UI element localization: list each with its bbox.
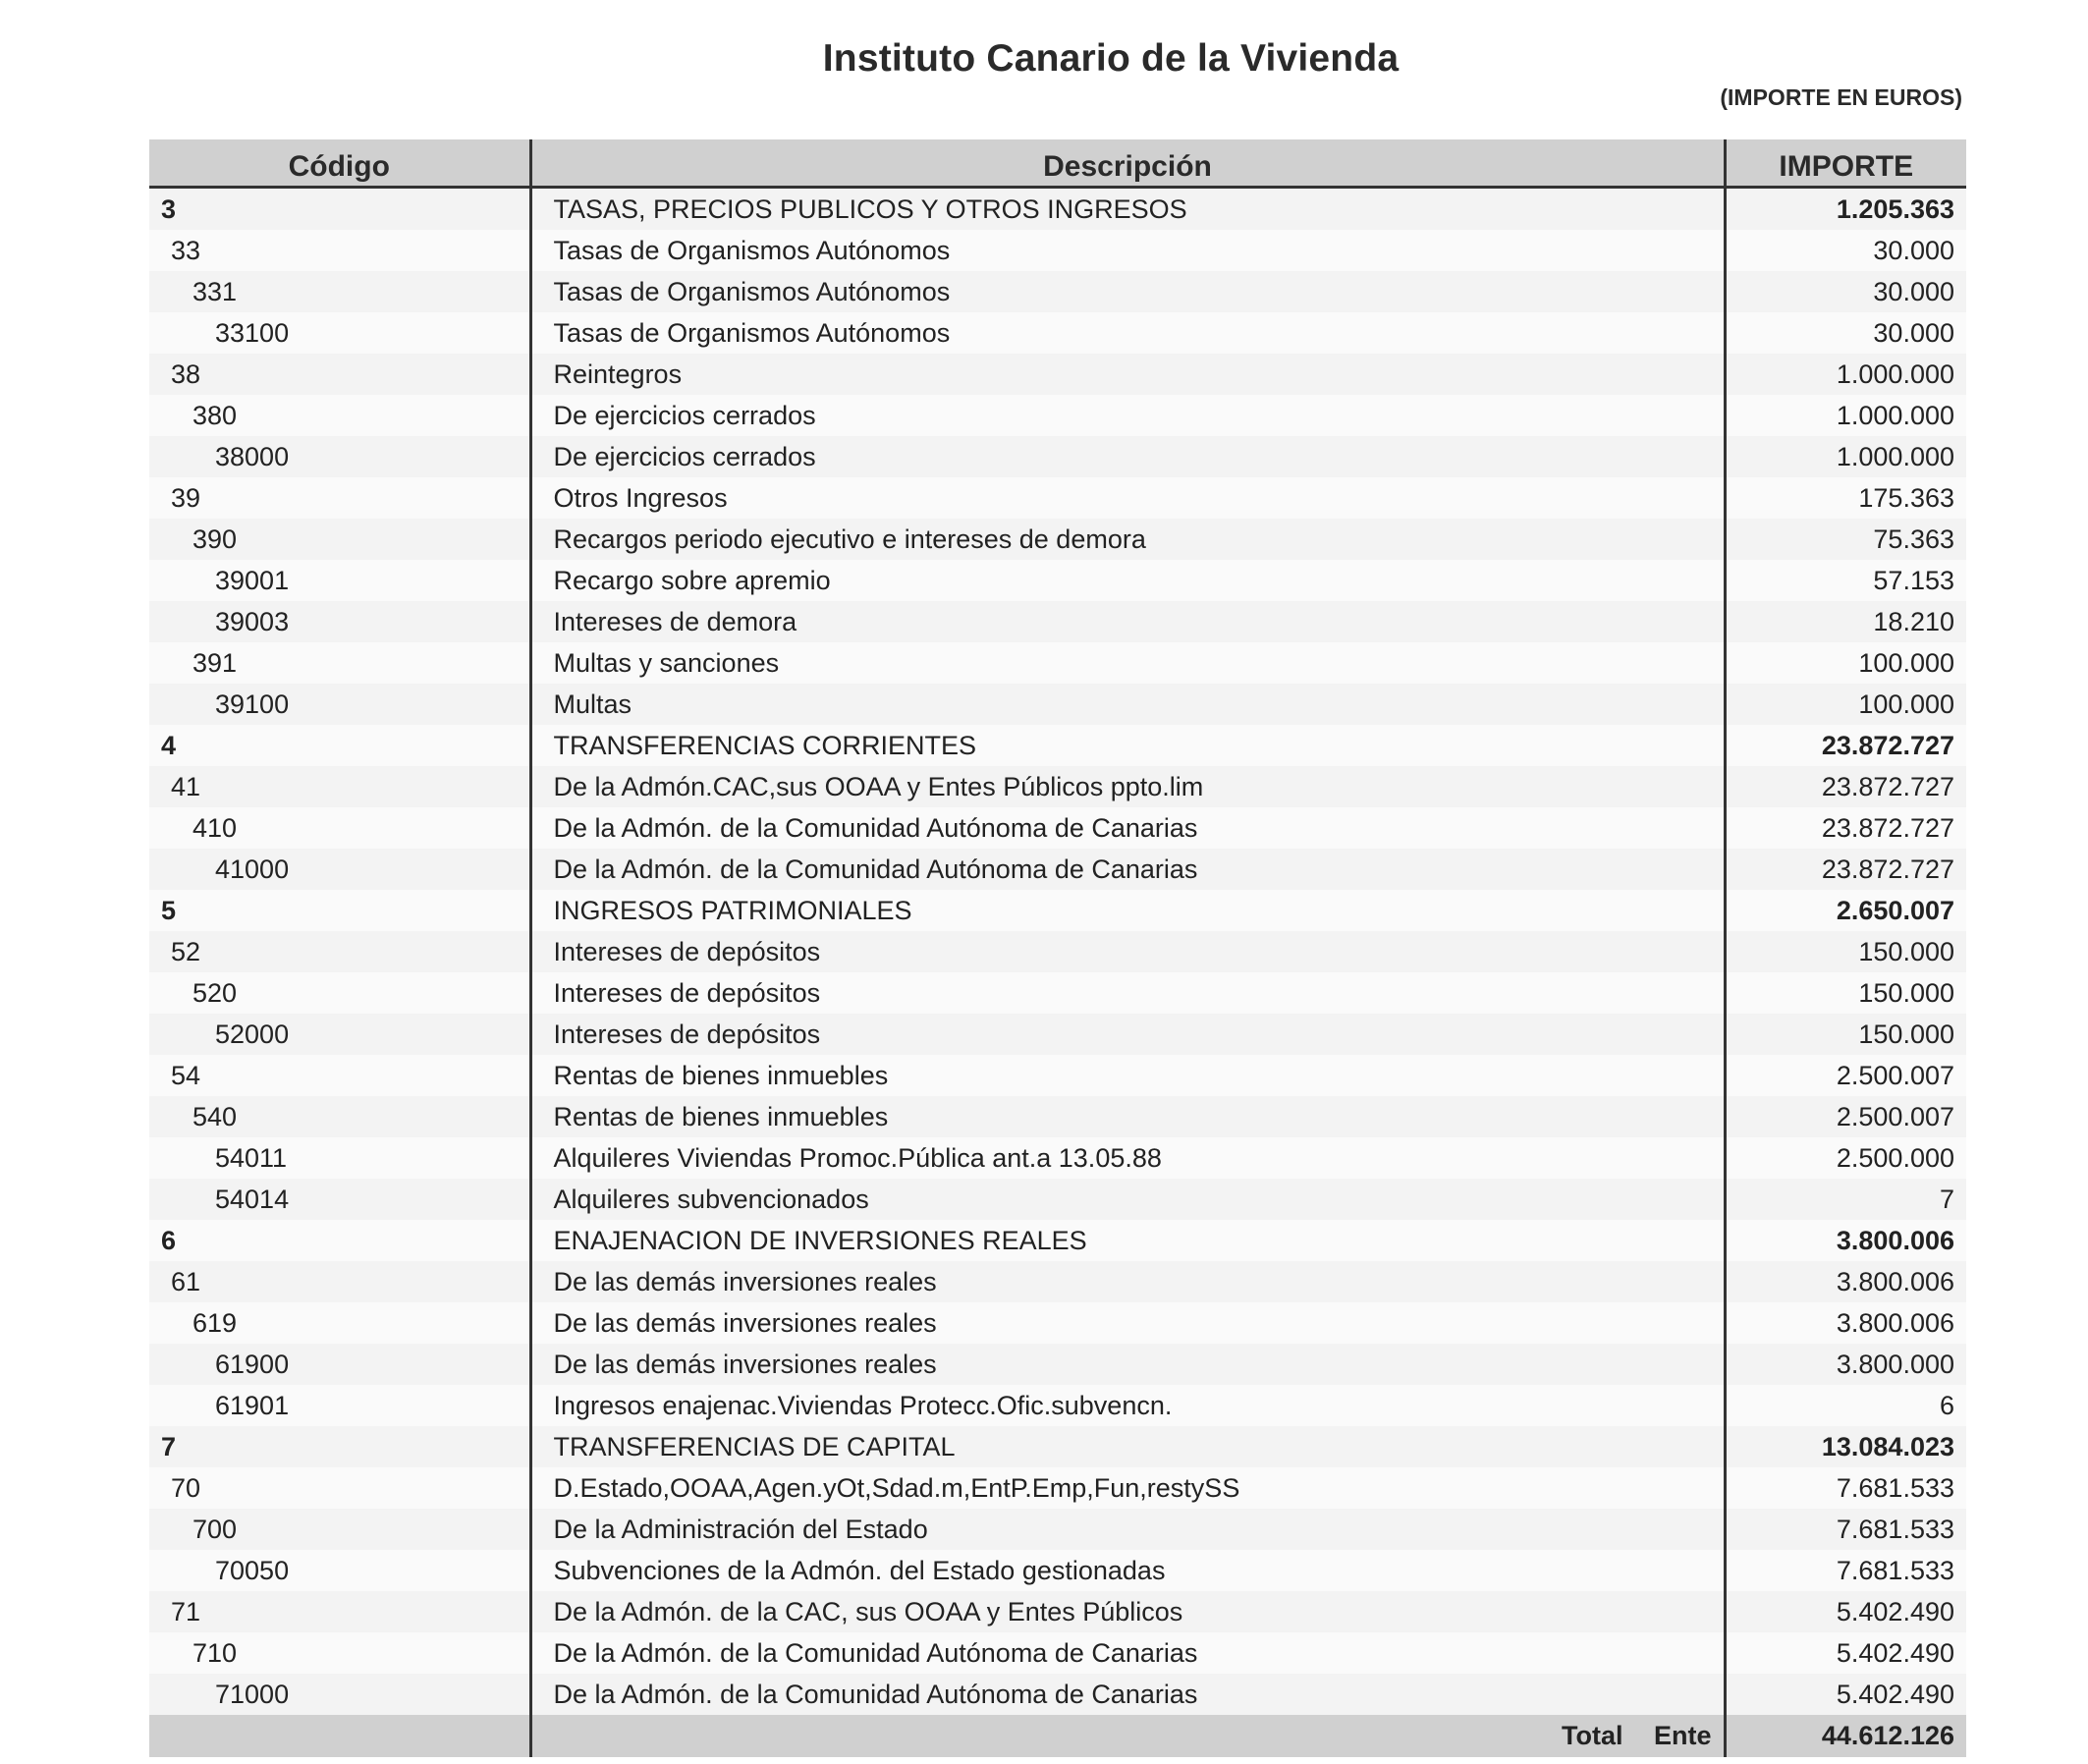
table-row — [149, 477, 1966, 519]
description-cell: De ejercicios cerrados — [530, 436, 1725, 477]
code-cell: 38000 — [149, 436, 530, 477]
table-row — [149, 354, 1966, 395]
unit-note: (IMPORTE EN EUROS) — [1720, 84, 1962, 110]
code-cell: 70050 — [149, 1550, 530, 1591]
header-row — [149, 139, 1966, 188]
description-cell: TASAS, PRECIOS PUBLICOS Y OTROS INGRESOS — [530, 188, 1725, 231]
code-cell: 54014 — [149, 1179, 530, 1220]
description-cell: De la Administración del Estado — [530, 1509, 1725, 1550]
code-cell: 410 — [149, 807, 530, 849]
table-row — [149, 560, 1966, 601]
description-cell: Intereses de depósitos — [530, 972, 1725, 1014]
code-cell: 39 — [149, 477, 530, 519]
amount-cell: 6 — [1725, 1385, 1966, 1426]
table-row — [149, 1055, 1966, 1096]
amount-cell: 13.084.023 — [1725, 1426, 1966, 1467]
table-row — [149, 601, 1966, 642]
table-row — [149, 807, 1966, 849]
description-cell: ENAJENACION DE INVERSIONES REALES — [530, 1220, 1725, 1261]
code-cell: 5 — [149, 890, 530, 931]
amount-cell: 5.402.490 — [1725, 1632, 1966, 1674]
amount-cell: 7.681.533 — [1725, 1509, 1966, 1550]
description-cell: TRANSFERENCIAS CORRIENTES — [530, 725, 1725, 766]
description-cell: Otros Ingresos — [530, 477, 1725, 519]
description-cell: Recargo sobre apremio — [530, 560, 1725, 601]
amount-cell: 1.000.000 — [1725, 354, 1966, 395]
description-cell: Multas y sanciones — [530, 642, 1725, 684]
description-cell: Reintegros — [530, 354, 1725, 395]
code-cell: 520 — [149, 972, 530, 1014]
table-row — [149, 972, 1966, 1014]
table-row — [149, 931, 1966, 972]
table-row — [149, 725, 1966, 766]
amount-cell: 7.681.533 — [1725, 1467, 1966, 1509]
amount-cell: 3.800.000 — [1725, 1344, 1966, 1385]
code-cell: 390 — [149, 519, 530, 560]
amount-cell: 7 — [1725, 1179, 1966, 1220]
amount-cell: 2.500.007 — [1725, 1055, 1966, 1096]
description-cell: De las demás inversiones reales — [530, 1302, 1725, 1344]
amount-cell: 23.872.727 — [1725, 766, 1966, 807]
total-code-cell — [149, 1715, 530, 1757]
table-row — [149, 1096, 1966, 1137]
table-row — [149, 684, 1966, 725]
amount-cell: 150.000 — [1725, 931, 1966, 972]
description-cell: De la Admón. de la Comunidad Autónoma de Canarias — [530, 849, 1725, 890]
description-cell: TRANSFERENCIAS DE CAPITAL — [530, 1426, 1725, 1467]
description-cell: Tasas de Organismos Autónomos — [530, 271, 1725, 312]
description-cell: Intereses de depósitos — [530, 1014, 1725, 1055]
description-cell: Subvenciones de la Admón. del Estado gestionadas — [530, 1550, 1725, 1591]
amount-cell: 1.205.363 — [1725, 188, 1966, 231]
table-row — [149, 849, 1966, 890]
amount-cell: 30.000 — [1725, 312, 1966, 354]
column-header-amount: IMPORTE — [1725, 139, 1966, 188]
code-cell: 61901 — [149, 1385, 530, 1426]
code-cell: 61900 — [149, 1344, 530, 1385]
total-row — [149, 1715, 1966, 1757]
table-row — [149, 1137, 1966, 1179]
column-header-code: Código — [149, 139, 530, 188]
amount-cell: 23.872.727 — [1725, 849, 1966, 890]
code-cell: 331 — [149, 271, 530, 312]
table-row — [149, 890, 1966, 931]
table-header — [149, 139, 1966, 188]
amount-cell: 3.800.006 — [1725, 1261, 1966, 1302]
code-cell: 71 — [149, 1591, 530, 1632]
amount-cell: 175.363 — [1725, 477, 1966, 519]
code-cell: 41 — [149, 766, 530, 807]
table-row — [149, 1509, 1966, 1550]
page-title: Instituto Canario de la Vivienda — [822, 37, 1400, 80]
table-row — [149, 1632, 1966, 1674]
code-cell: 4 — [149, 725, 530, 766]
amount-cell: 100.000 — [1725, 684, 1966, 725]
description-cell: De la Admón. de la Comunidad Autónoma de Canarias — [530, 1632, 1725, 1674]
table-row — [149, 766, 1966, 807]
code-cell: 41000 — [149, 849, 530, 890]
amount-cell: 57.153 — [1725, 560, 1966, 601]
code-cell: 3 — [149, 188, 530, 231]
description-cell: Recargos periodo ejecutivo e intereses de demora — [530, 519, 1725, 560]
amount-cell: 2.650.007 — [1725, 890, 1966, 931]
table-row — [149, 312, 1966, 354]
table-row — [149, 1261, 1966, 1302]
description-cell: Intereses de demora — [530, 601, 1725, 642]
table-row — [149, 230, 1966, 271]
table-row — [149, 1591, 1966, 1632]
table-row — [149, 1550, 1966, 1591]
description-cell: Rentas de bienes inmuebles — [530, 1055, 1725, 1096]
amount-cell: 150.000 — [1725, 1014, 1966, 1055]
column-header-description: Descripción — [530, 139, 1725, 188]
table-row — [149, 1014, 1966, 1055]
code-cell: 70 — [149, 1467, 530, 1509]
code-cell: 33 — [149, 230, 530, 271]
code-cell: 54 — [149, 1055, 530, 1096]
code-cell: 39001 — [149, 560, 530, 601]
amount-cell: 30.000 — [1725, 271, 1966, 312]
description-cell: Ingresos enajenac.Viviendas Protecc.Ofic.subvencn. — [530, 1385, 1725, 1426]
description-cell: INGRESOS PATRIMONIALES — [530, 890, 1725, 931]
code-cell: 54011 — [149, 1137, 530, 1179]
code-cell: 700 — [149, 1509, 530, 1550]
description-cell: De las demás inversiones reales — [530, 1261, 1725, 1302]
amount-cell: 30.000 — [1725, 230, 1966, 271]
code-cell: 540 — [149, 1096, 530, 1137]
amount-cell: 23.872.727 — [1725, 807, 1966, 849]
table-row — [149, 271, 1966, 312]
description-cell: Rentas de bienes inmuebles — [530, 1096, 1725, 1137]
amount-cell: 5.402.490 — [1725, 1591, 1966, 1632]
code-cell: 33100 — [149, 312, 530, 354]
code-cell: 380 — [149, 395, 530, 436]
description-cell: Intereses de depósitos — [530, 931, 1725, 972]
total-label: Total Ente — [530, 1715, 1725, 1757]
description-cell: Alquileres subvencionados — [530, 1179, 1725, 1220]
code-cell: 39003 — [149, 601, 530, 642]
amount-cell: 75.363 — [1725, 519, 1966, 560]
table-row — [149, 1344, 1966, 1385]
table-row — [149, 642, 1966, 684]
code-cell: 71000 — [149, 1674, 530, 1715]
table-row — [149, 188, 1966, 231]
code-cell: 619 — [149, 1302, 530, 1344]
amount-cell: 1.000.000 — [1725, 436, 1966, 477]
table-footer — [149, 1715, 1966, 1757]
amount-cell: 2.500.000 — [1725, 1137, 1966, 1179]
table-row — [149, 395, 1966, 436]
budget-table — [149, 139, 1966, 1757]
code-cell: 391 — [149, 642, 530, 684]
table-row — [149, 1302, 1966, 1344]
description-cell: De las demás inversiones reales — [530, 1344, 1725, 1385]
amount-cell: 3.800.006 — [1725, 1302, 1966, 1344]
amount-cell: 23.872.727 — [1725, 725, 1966, 766]
description-cell: De la Admón.CAC,sus OOAA y Entes Públicos ppto.lim — [530, 766, 1725, 807]
amount-cell: 2.500.007 — [1725, 1096, 1966, 1137]
table-body — [149, 188, 1966, 1716]
description-cell: De ejercicios cerrados — [530, 395, 1725, 436]
code-cell: 52000 — [149, 1014, 530, 1055]
table-row — [149, 519, 1966, 560]
description-cell: D.Estado,OOAA,Agen.yOt,Sdad.m,EntP.Emp,Fun,restySS — [530, 1467, 1725, 1509]
description-cell: De la Admón. de la Comunidad Autónoma de Canarias — [530, 807, 1725, 849]
amount-cell: 1.000.000 — [1725, 395, 1966, 436]
amount-cell: 100.000 — [1725, 642, 1966, 684]
table-row — [149, 1674, 1966, 1715]
code-cell: 7 — [149, 1426, 530, 1467]
code-cell: 52 — [149, 931, 530, 972]
code-cell: 38 — [149, 354, 530, 395]
amount-cell: 3.800.006 — [1725, 1220, 1966, 1261]
description-cell: De la Admón. de la Comunidad Autónoma de Canarias — [530, 1674, 1725, 1715]
amount-cell: 7.681.533 — [1725, 1550, 1966, 1591]
table-row — [149, 1467, 1966, 1509]
amount-cell: 18.210 — [1725, 601, 1966, 642]
code-cell: 61 — [149, 1261, 530, 1302]
code-cell: 39100 — [149, 684, 530, 725]
amount-cell: 150.000 — [1725, 972, 1966, 1014]
code-cell: 710 — [149, 1632, 530, 1674]
description-cell: Alquileres Viviendas Promoc.Pública ant.a 13.05.88 — [530, 1137, 1725, 1179]
description-cell: De la Admón. de la CAC, sus OOAA y Entes Públicos — [530, 1591, 1725, 1632]
description-cell: Tasas de Organismos Autónomos — [530, 230, 1725, 271]
code-cell: 6 — [149, 1220, 530, 1261]
total-amount: 44.612.126 — [1725, 1715, 1966, 1757]
description-cell: Tasas de Organismos Autónomos — [530, 312, 1725, 354]
amount-cell: 5.402.490 — [1725, 1674, 1966, 1715]
table-row — [149, 1426, 1966, 1467]
table-row — [149, 436, 1966, 477]
description-cell: Multas — [530, 684, 1725, 725]
table-row — [149, 1220, 1966, 1261]
table-row — [149, 1179, 1966, 1220]
table-row — [149, 1385, 1966, 1426]
